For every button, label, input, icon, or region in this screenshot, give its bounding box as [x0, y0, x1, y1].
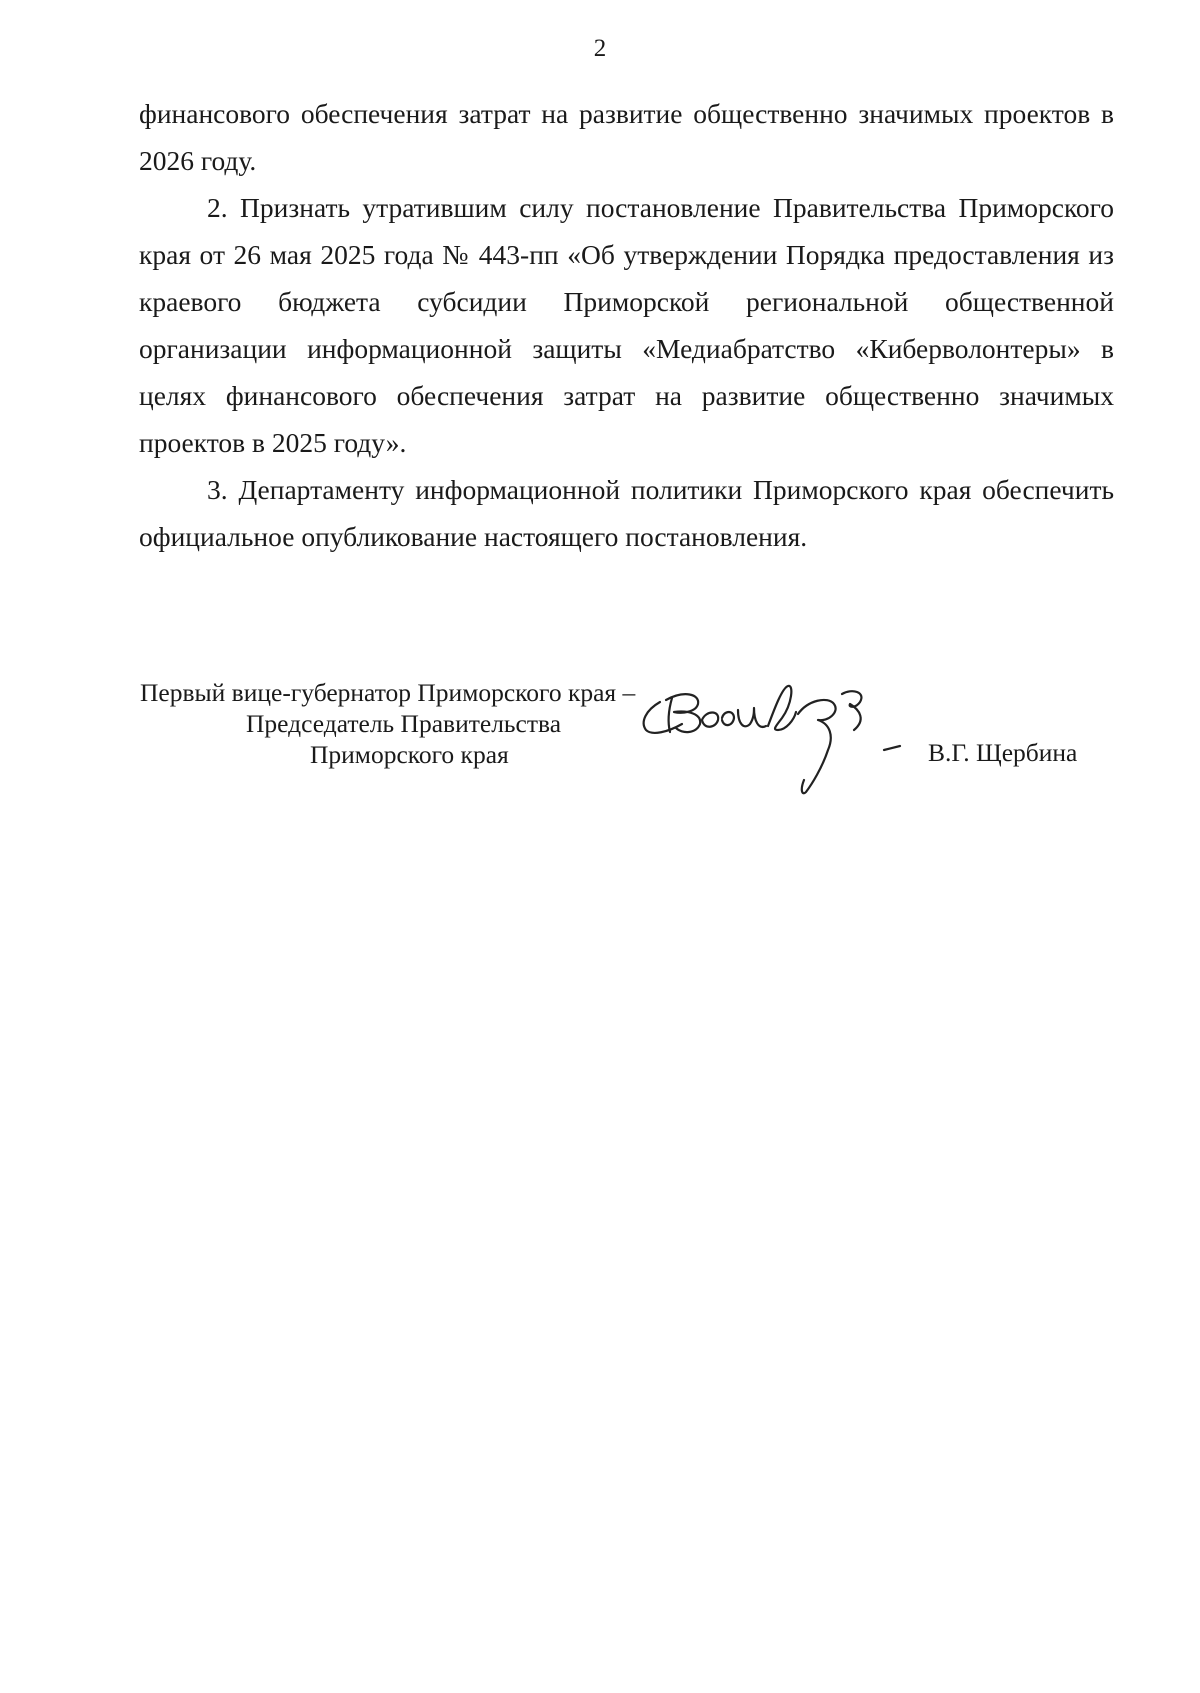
handwritten-signature [638, 680, 908, 805]
document-body [139, 90, 1114, 560]
paragraph-continuation: финансового обеспечения затрат на развитие общественно значимых проектов в 2026 году. [139, 98, 1114, 176]
signatory-name: В.Г. Щербина [928, 738, 1078, 767]
signatory-title-line-2: Председатель Правительства [246, 709, 562, 738]
page-number: 2 [593, 35, 607, 62]
paragraph-item-3: 3. Департаменту информационной политики Приморского края обеспечить официальное опубликование настоящего постановления. [139, 474, 1114, 552]
paragraph-item-2: 2. Признать утратившим силу постановление Правительства Приморского края от 26 мая 2025 года № 443-пп «Об утверждении Порядка предоставления из краевого бюджета субсидии Приморской региональной общественной организации информационной защиты «Медиабратство «Киберволонтеры» в целях финансового обеспечения затрат на развитие общественно значимых проектов в 2025 году». [139, 192, 1114, 458]
signatory-title-line-3: Приморского края [310, 740, 509, 769]
signatory-title-line-1: Первый вице-губернатор Приморского края – [140, 678, 636, 707]
